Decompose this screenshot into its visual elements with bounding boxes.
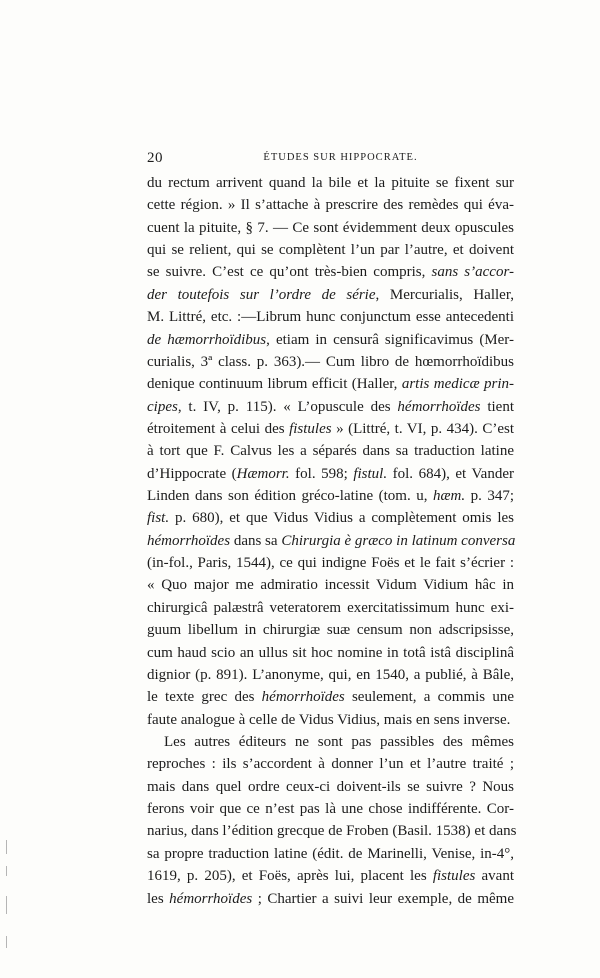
roman-text: d’Hippocrate ( bbox=[147, 465, 237, 482]
text-line bbox=[147, 306, 514, 328]
text-line bbox=[147, 194, 514, 216]
roman-text: , Mercurialis, Haller, bbox=[375, 286, 514, 303]
roman-text: , etiam in censurâ significavimus (Mer- bbox=[266, 331, 514, 348]
text-line bbox=[147, 530, 514, 552]
roman-text: faute analogue à celle de Vidus Vidius, mais en sens inverse. bbox=[147, 711, 511, 728]
text-line bbox=[147, 664, 514, 686]
roman-text: dignior (p. 891). L’anonyme, qui, en 1540, a publié, à Bâle, bbox=[147, 666, 514, 683]
roman-text: cuent la pituite, § 7. — Ce sont évidemment deux opuscules bbox=[147, 219, 514, 236]
roman-text: fol. 684), et Vander bbox=[387, 465, 514, 482]
italic-text: hæm. bbox=[432, 488, 466, 505]
roman-text: p. 347; bbox=[465, 488, 515, 505]
roman-text: chirurgicâ palæstrâ veteratorem exercitatissimum hunc exi- bbox=[147, 599, 514, 616]
text-line bbox=[147, 843, 514, 865]
roman-text: fol. 598; bbox=[289, 465, 354, 482]
text-line bbox=[147, 239, 514, 261]
scan-edge-marks bbox=[6, 840, 10, 970]
roman-text: dans sa bbox=[230, 532, 282, 549]
text-line bbox=[147, 440, 514, 462]
roman-text: avant bbox=[475, 868, 514, 885]
italic-text: fistules bbox=[289, 420, 332, 437]
text-line bbox=[147, 798, 514, 820]
roman-text: cette région. » Il s’attache à prescrire des remèdes qui éva- bbox=[147, 197, 514, 214]
italic-text: hémorrhoïdes bbox=[147, 532, 231, 549]
roman-text: p. 680), et que Vidus Vidius a complètement omis les bbox=[169, 510, 514, 527]
text-line bbox=[147, 865, 514, 887]
roman-text: (in-fol., Paris, 1544), ce qui indigne Foës et le fait s’écrier : bbox=[147, 555, 514, 572]
roman-text: narius, dans l’édition grecque de Froben (Basil. 1538) et dans bbox=[147, 823, 517, 840]
body-text bbox=[147, 172, 517, 910]
text-line bbox=[147, 552, 514, 574]
italic-text: hémorrhoïdes bbox=[261, 689, 345, 706]
roman-text: cum haud scio an ullus sit hoc nomine in totâ istâ disciplinâ bbox=[147, 644, 514, 661]
italic-text: Hæmorr. bbox=[236, 465, 290, 482]
text-line bbox=[147, 418, 514, 440]
roman-text: « Quo major me admiratio incessit Vidum Vidium hâc in bbox=[147, 577, 514, 594]
text-line bbox=[147, 284, 514, 306]
page-number: 20 bbox=[147, 150, 163, 166]
roman-text: curialis, 3ª class. p. 363).— Cum libro de hœmorrhoïdibus bbox=[147, 353, 514, 370]
italic-text: fistules bbox=[432, 868, 476, 885]
italic-text: Chirurgia è græco in latinum conversa bbox=[281, 532, 516, 549]
text-line bbox=[147, 619, 514, 641]
roman-text: sa propre traduction latine (édit. de Marinelli, Venise, in-4°, bbox=[147, 845, 514, 862]
roman-text: se suivre. C’est ce qu’ont très-bien compris, bbox=[147, 264, 432, 281]
text-line bbox=[147, 351, 514, 373]
roman-text: , t. IV, p. 115). « L’opuscule des bbox=[177, 398, 398, 415]
italic-text: der toutefois sur l’ordre de série bbox=[147, 286, 376, 303]
italic-text: de hæmorrhoïdibus bbox=[147, 331, 267, 348]
text-line bbox=[147, 463, 514, 485]
running-title: ÉTUDES SUR HIPPOCRATE. bbox=[263, 152, 418, 163]
roman-text: mais dans quel ordre ceux-ci doivent-ils se suivre ? Nous bbox=[147, 778, 514, 795]
text-line bbox=[147, 731, 514, 753]
roman-text: Linden dans son édition gréco-latine (tom. u, bbox=[147, 488, 433, 505]
roman-text: reproches : ils s’accordent à donner l’un et l’autre traité ; bbox=[147, 756, 514, 773]
roman-text: les bbox=[147, 890, 170, 907]
italic-text: artis medicæ prin- bbox=[401, 376, 514, 393]
italic-text: cipes bbox=[147, 398, 178, 415]
italic-text: fistul. bbox=[353, 465, 388, 482]
roman-text: » (Littré, t. VI, p. 434). C’est bbox=[331, 420, 515, 437]
text-line bbox=[147, 709, 514, 731]
roman-text: 1619, p. 205), et Foës, après lui, placent les bbox=[147, 868, 433, 885]
roman-text: qui se relient, qui se complètent l’un par l’autre, et doivent bbox=[147, 242, 514, 259]
text-line bbox=[147, 507, 514, 529]
text-line bbox=[147, 217, 514, 239]
text-line bbox=[147, 373, 514, 395]
roman-text: ; Chartier a suivi leur exemple, de même bbox=[252, 890, 514, 907]
text-line bbox=[147, 820, 517, 842]
roman-text: à tort que F. Calvus les a séparés dans sa traduction latine bbox=[147, 443, 514, 460]
roman-text: M. Littré, etc. :—Librum hunc conjunctum esse antecedenti bbox=[147, 309, 514, 326]
roman-text: ferons voir que ce n’est pas là une chose indifférente. Cor- bbox=[147, 801, 514, 818]
roman-text: du rectum arrivent quand la bile et la pituite se fixent sur bbox=[147, 175, 514, 191]
italic-text: hémorrhoïdes bbox=[169, 890, 253, 907]
roman-text: tient bbox=[480, 398, 514, 415]
italic-text: sans s’accor- bbox=[431, 264, 514, 281]
text-line bbox=[147, 329, 514, 351]
roman-text: le texte grec des bbox=[147, 689, 262, 706]
text-line bbox=[147, 753, 514, 775]
text-line bbox=[147, 261, 514, 283]
italic-text: hémorrhoïdes bbox=[397, 398, 481, 415]
text-line bbox=[147, 888, 514, 910]
text-line bbox=[147, 642, 514, 664]
roman-text: étroitement à celui des bbox=[147, 420, 290, 437]
roman-text: denique continuum librum efficit (Haller, bbox=[147, 376, 402, 393]
text-line bbox=[147, 686, 514, 708]
roman-text: seulement, a commis une bbox=[344, 689, 514, 706]
page-header bbox=[147, 150, 514, 170]
italic-text: fist. bbox=[147, 510, 170, 527]
text-line bbox=[147, 597, 514, 619]
text-line bbox=[147, 396, 514, 418]
roman-text: guum libellum in chirurgiæ suæ censum non adscripsisse, bbox=[147, 622, 514, 639]
text-line bbox=[147, 172, 514, 194]
text-line bbox=[147, 485, 514, 507]
text-line bbox=[147, 776, 514, 798]
roman-text: Les autres éditeurs ne sont pas passibles des mêmes bbox=[164, 733, 514, 750]
text-line bbox=[147, 574, 514, 596]
